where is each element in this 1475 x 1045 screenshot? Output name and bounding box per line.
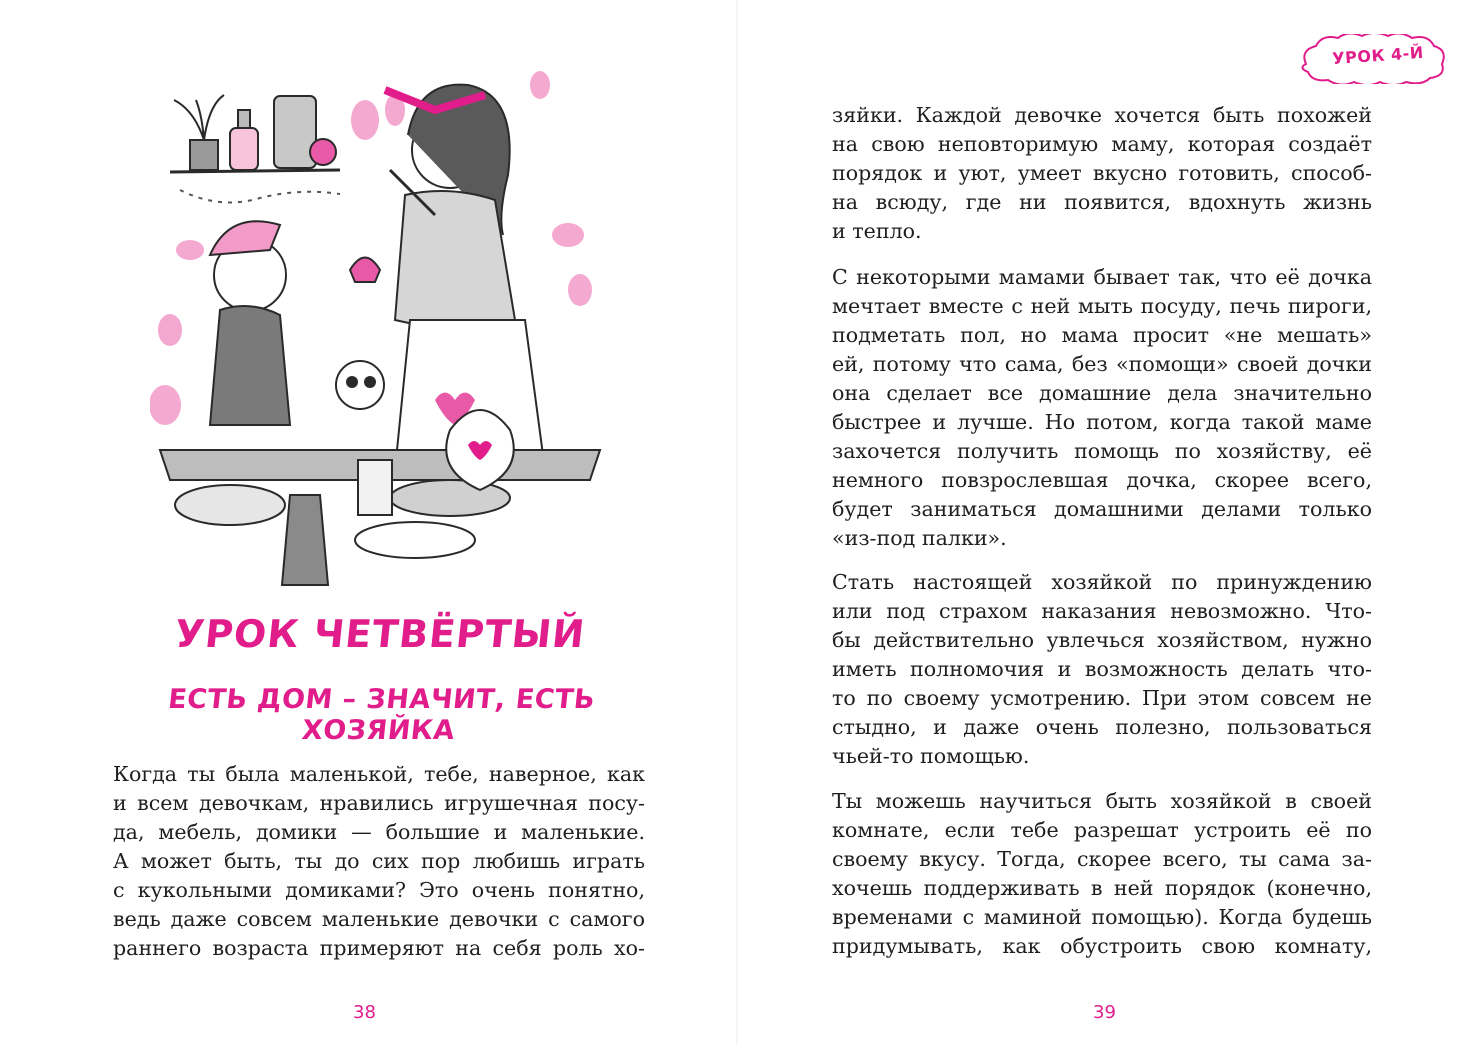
text-line: да, мебель, домики — большие и маленькие. bbox=[113, 820, 645, 844]
text-line: ведь даже совсем маленькие девочки с самого bbox=[113, 907, 645, 931]
text-line: Когда ты была маленькой, тебе, наверное, как bbox=[113, 762, 645, 786]
text-line: зяйки. Каждой девочке хочется быть похожей bbox=[832, 103, 1372, 127]
text-line: бы действительно увлечься хозяйством, нужно bbox=[832, 628, 1372, 652]
text-line: то по своему усмотрению. При этом совсем не bbox=[832, 686, 1372, 710]
text-line: придумывать, как обустроить свою комнату, bbox=[832, 934, 1372, 958]
text-line: чьей-то помощью. bbox=[832, 744, 1030, 768]
page-number: 38 bbox=[353, 1002, 376, 1023]
lesson-subtitle: ЕСТЬ ДОМ – ЗНАЧИТ, ЕСТЬ ХОЗЯЙКА bbox=[166, 684, 597, 746]
text-line: и тепло. bbox=[832, 219, 922, 243]
paragraph-4 bbox=[832, 787, 1372, 961]
page-number: 39 bbox=[1093, 1002, 1116, 1023]
text-line: или под страхом наказания невозможно. Что- bbox=[832, 599, 1372, 623]
text-line: на всюду, где ни появится, вдохнуть жизнь bbox=[832, 190, 1372, 214]
text-line: А может быть, ты до сих пор любишь играть bbox=[113, 849, 645, 873]
text-line: ей, потому что сама, без «помощи» своей дочки bbox=[832, 352, 1372, 376]
paragraph-2 bbox=[832, 263, 1372, 553]
lesson-tab bbox=[1296, 34, 1460, 84]
text-line: хочешь поддерживать в ней порядок (конечно, bbox=[832, 876, 1372, 900]
text-line: порядок и уют, умеет вкусно готовить, способ- bbox=[832, 161, 1372, 185]
kitchen-illustration bbox=[150, 40, 610, 595]
intro-paragraph bbox=[113, 760, 645, 963]
text-line: с кукольными домиками? Это очень понятно, bbox=[113, 878, 645, 902]
text-line: Стать настоящей хозяйкой по принуждению bbox=[832, 570, 1372, 594]
paragraph-3 bbox=[832, 568, 1372, 771]
text-line: мечтает вместе с ней мыть посуду, печь пироги, bbox=[832, 294, 1372, 318]
text-line: она сделает все домашние дела значительно bbox=[832, 381, 1372, 405]
text-line: и всем девочкам, нравились игрушечная посу- bbox=[113, 791, 645, 815]
text-line: своему вкусу. Тогда, скорее всего, ты сама за- bbox=[832, 847, 1372, 871]
text-line: подметать пол, но мама просит «не мешать» bbox=[832, 323, 1372, 347]
text-line: будет заниматься домашними делами только bbox=[832, 497, 1372, 521]
text-line: немного повзрослевшая дочка, скорее всего, bbox=[832, 468, 1372, 492]
lesson-tab-label: УРОК 4-Й bbox=[1331, 42, 1425, 69]
text-line: комнате, если тебе разрешат устроить её по bbox=[832, 818, 1372, 842]
text-line: раннего возраста примеряют на себя роль хо- bbox=[113, 936, 645, 960]
text-line: Ты можешь научиться быть хозяйкой в своей bbox=[832, 789, 1372, 813]
lesson-title: УРОК ЧЕТВЁРТЫЙ bbox=[172, 612, 588, 656]
text-line: временами с маминой помощью). Когда будешь bbox=[832, 905, 1372, 929]
text-line: на свою неповторимую маму, которая создаёт bbox=[832, 132, 1372, 156]
text-line: захочется получить помощь по хозяйству, её bbox=[832, 439, 1372, 463]
text-line: иметь полномочия и возможность делать что- bbox=[832, 657, 1372, 681]
text-line: С некоторыми мамами бывает так, что её дочка bbox=[832, 265, 1372, 289]
text-line: «из-под палки». bbox=[832, 526, 1007, 550]
left-page bbox=[0, 0, 737, 1045]
text-line: стыдно, и даже очень полезно, пользоваться bbox=[832, 715, 1372, 739]
text-line: быстрее и лучше. Но потом, когда такой маме bbox=[832, 410, 1372, 434]
paragraph-1 bbox=[832, 101, 1372, 246]
